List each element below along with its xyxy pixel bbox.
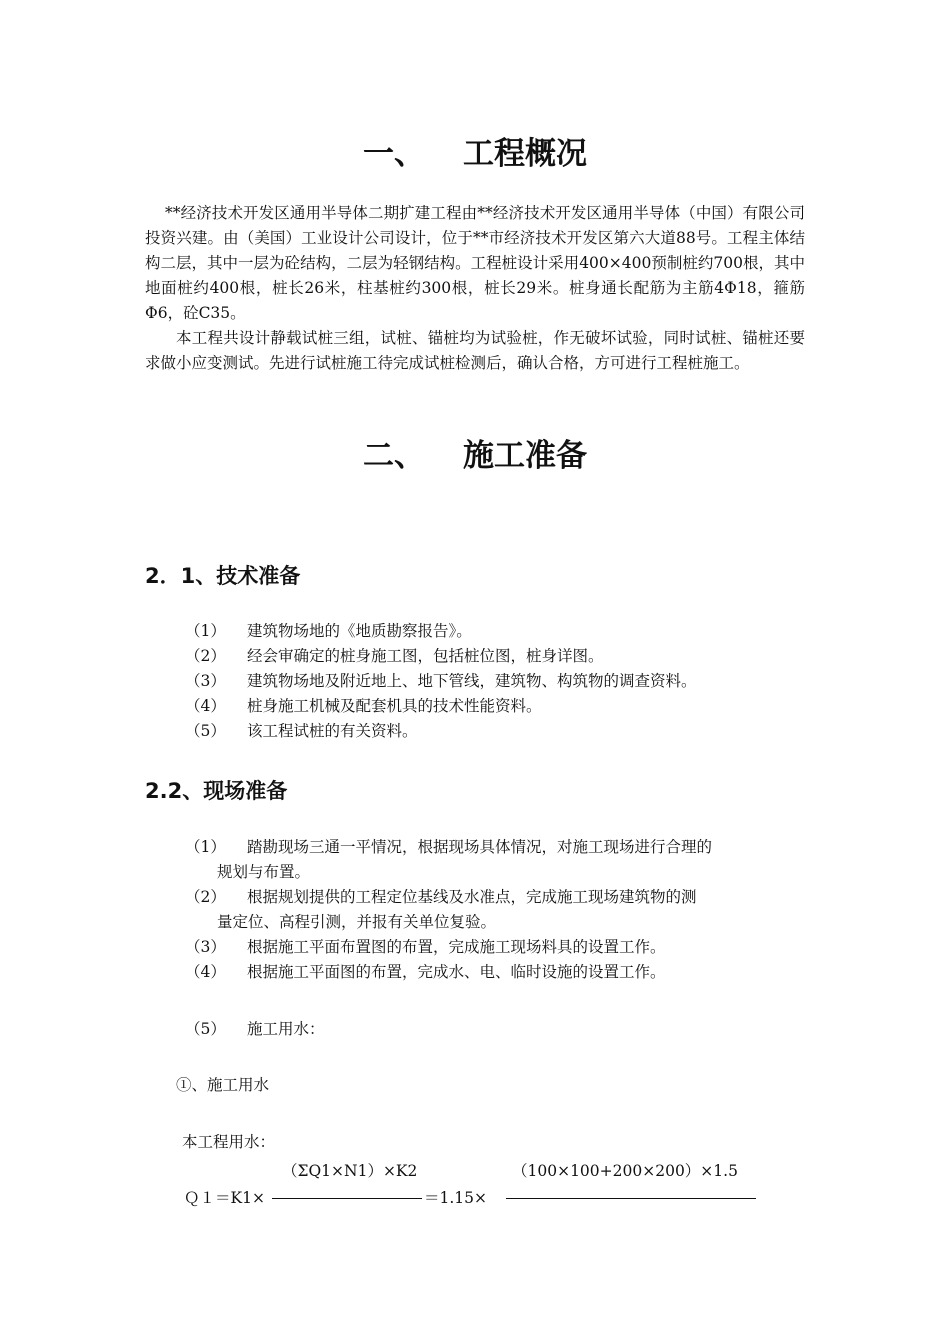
water-usage-label: 本工程用水： xyxy=(182,1133,276,1151)
item-text: 该工程试桩的有关资料。 xyxy=(247,722,418,740)
tech-item xyxy=(185,644,807,669)
item-text: 施工用水： xyxy=(247,1020,325,1038)
item-number: （1） xyxy=(185,622,226,640)
section-2-heading xyxy=(0,430,950,475)
section-1-heading xyxy=(0,128,950,173)
item-number: （2） xyxy=(185,888,226,906)
item-text: 踏勘现场三通一平情况，根据现场具体情况，对施工现场进行合理的 xyxy=(247,838,713,856)
item-text-continued: 量定位、高程引测，并报有关单位复验。 xyxy=(217,913,497,931)
item-text: 根据施工平面布置图的布置，完成施工现场料具的设置工作。 xyxy=(247,938,666,956)
item-number: （5） xyxy=(185,722,226,740)
site-item xyxy=(185,960,807,985)
fraction-bar-2 xyxy=(506,1198,756,1199)
site-item xyxy=(185,835,807,885)
fraction-bar-1 xyxy=(272,1198,422,1199)
item-number: （3） xyxy=(185,672,226,690)
item-number: （4） xyxy=(185,963,226,981)
subsection-2-1-heading: 2．1、技术准备 xyxy=(145,564,301,588)
item-text-continued: 规划与布置。 xyxy=(217,863,311,881)
section-2-title: 施工准备 xyxy=(463,438,587,474)
formula-lhs: Ｑ１＝K1× xyxy=(184,1189,265,1207)
section-1-number: 一、 xyxy=(363,136,425,172)
water-subheading: ①、施工用水 xyxy=(176,1076,270,1094)
item-text: 经会审确定的桩身施工图，包括桩位图，桩身详图。 xyxy=(247,647,604,665)
item-number: （5） xyxy=(185,1020,226,1038)
item-text: 建筑物场地的《地质勘察报告》。 xyxy=(247,622,472,640)
site-item xyxy=(185,885,807,935)
item-number: （4） xyxy=(185,697,226,715)
formula-equals: ＝1.15× xyxy=(424,1189,487,1207)
section-1-title: 工程概况 xyxy=(463,136,587,172)
item-text: 根据规划提供的工程定位基线及水准点，完成施工现场建筑物的测 xyxy=(247,888,697,906)
tech-item xyxy=(185,694,807,719)
item-number: （1） xyxy=(185,838,226,856)
site-item xyxy=(185,1017,807,1042)
tech-item xyxy=(185,669,807,694)
section-1-paragraph-2: 本工程共设计静载试桩三组，试桩、锚桩均为试验桩，作无破坏试验，同时试桩、锚桩还要求做小应变测试。先进行试桩施工待完成试桩检测后，确认合格，方可进行工程桩施工。 xyxy=(145,329,805,372)
item-number: （2） xyxy=(185,647,226,665)
subsection-2-2-heading: 2.2、现场准备 xyxy=(145,779,288,803)
tech-item xyxy=(185,719,807,744)
formula-numerator-values: （100×100+200×200）×1.5 xyxy=(512,1162,738,1180)
section-1-paragraph-1: **经济技术开发区通用半导体二期扩建工程由**经济技术开发区通用半导体（中国）有限公司投资兴建。由（美国）工业设计公司设计，位于**市经济技术开发区第六大道88号。工程主体结构二层，其中一层为砼结构，二层为轻钢结构。工程桩设计采用400×400预制桩约700根，其中地面桩约400根，桩长26米，柱基桩约300根，桩长29米。桩身通长配筋为主筋4Φ18，箍筋Φ6，砼C35。 xyxy=(145,204,805,322)
item-number: （3） xyxy=(185,938,226,956)
section-2-number: 二、 xyxy=(363,438,425,474)
item-text: 根据施工平面图的布置，完成水、电、临时设施的设置工作。 xyxy=(247,963,666,981)
site-item xyxy=(185,935,807,960)
tech-item xyxy=(185,619,807,644)
formula-numerator-general: （ΣQ1×N1）×K2 xyxy=(282,1162,418,1180)
item-text: 建筑物场地及附近地上、地下管线，建筑物、构筑物的调查资料。 xyxy=(247,672,697,690)
item-text: 桩身施工机械及配套机具的技术性能资料。 xyxy=(247,697,542,715)
